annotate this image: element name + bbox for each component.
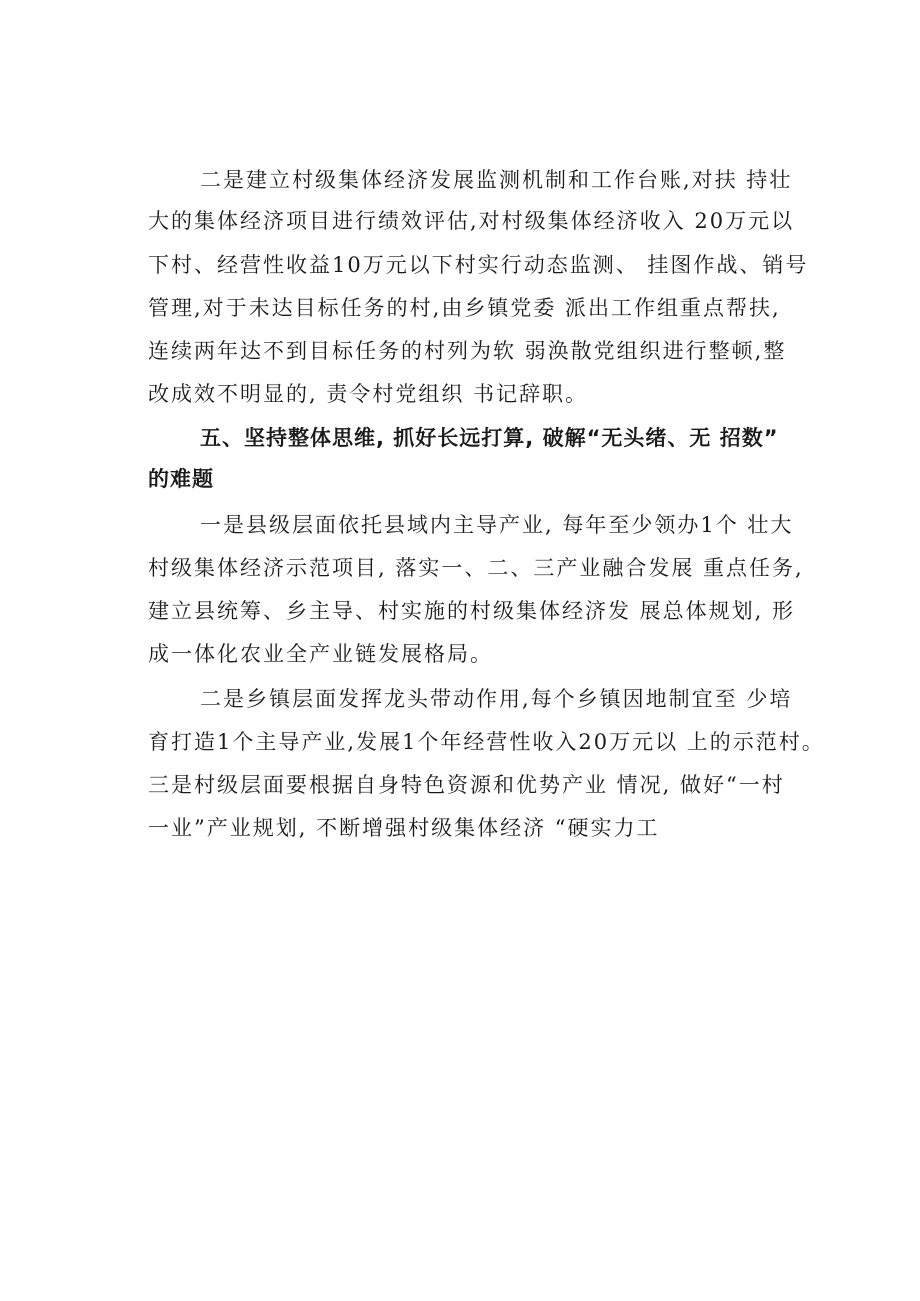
text-line: 成一体化农业全产业链发展格局。 [148, 642, 493, 666]
heading-line: 的难题 [148, 467, 214, 491]
text-line: 改成效不明显的, 责令村党组织 书记辞职。 [148, 382, 589, 406]
text-line: 三是村级层面要根据自身特色资源和优势产业 情况, 做好“一村 [148, 773, 785, 797]
text-line: 育打造1个主导产业,发展1个年经营性收入20万元以 上的示范村。 [148, 730, 825, 754]
text-line: 一业”产业规划, 不断增强村级集体经济 “硬实力工 [148, 816, 660, 840]
text-line: 管理,对于未达目标任务的村,由乡镇党委 派出工作组重点帮扶, [148, 296, 781, 320]
text-line: 下村、经营性收益10万元以下村实行动态监测、 挂图作战、销号 [148, 253, 809, 277]
text-line: 连续两年达不到目标任务的村列为软 弱涣散党组织进行整顿,整 [148, 339, 787, 363]
text-line: 建立县统筹、乡主导、村实施的村级集体经济发 展总体规划, 形 [148, 599, 796, 623]
text-line: 村级集体经济示范项目, 落实一、二、三产业融合发展 重点任务, [148, 556, 804, 580]
heading-line: 五、坚持整体思维, 抓好长远打算, 破解“无头绪、无 招数” [200, 426, 779, 450]
text-line: 二是乡镇层面发挥龙头带动作用,每个乡镇因地制宜至 少培 [200, 687, 793, 711]
text-line: 二是建立村级集体经济发展监测机制和工作台账,对扶 持壮 [200, 168, 793, 192]
text-line: 大的集体经济项目进行绩效评估,对村级集体经济收入 20万元以 [148, 209, 795, 233]
text-line: 一是县级层面依托县域内主导产业, 每年至少领办1个 壮大 [200, 513, 794, 537]
